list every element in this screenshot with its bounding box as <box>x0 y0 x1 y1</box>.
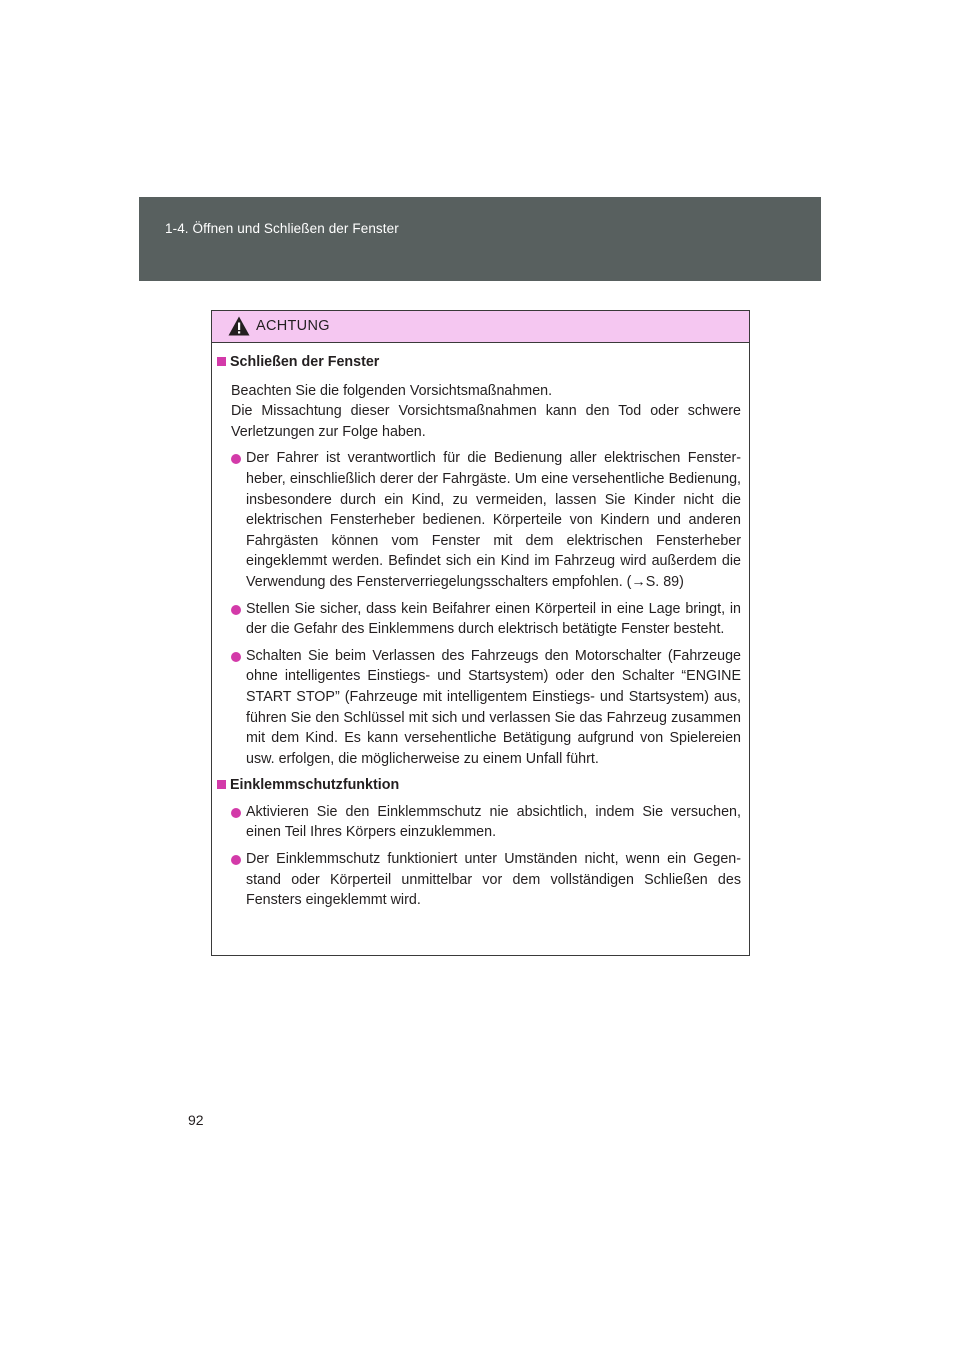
bullet-item <box>216 849 741 911</box>
warning-triangle-icon <box>228 316 250 336</box>
square-bullet-icon <box>217 357 226 366</box>
bullet-item <box>216 646 741 770</box>
section-heading-pinch-protection <box>216 775 741 796</box>
section-title: 1-4. Öffnen und Schließen der Fenster <box>165 221 399 236</box>
section-heading-text: Schließen der Fenster <box>230 354 380 370</box>
round-bullet-icon <box>231 454 241 464</box>
warning-box <box>211 310 750 956</box>
bullet-text: Schalten Sie beim Verlassen des Fahrzeugs den Motorschalter (Fahrzeuge ohne intelligentes Einstiegs- und Startsystem) oder den Schalter “ENGINE START STOP” (Fahrzeuge mit intelligentem Einstiegs- und Startsystem) aus, führen Sie den Schlüssel mit sich und verlassen Sie das Fahrzeug zusammen mit dem Kind. Es kann versehentliche Betätigung aufgrund von Spielereien usw. erfolgen, die möglicherweise zu einem Unfall führt. <box>246 647 741 767</box>
bullet-item <box>216 448 741 592</box>
bullet-item <box>216 599 741 640</box>
intro-text <box>216 381 741 443</box>
bullet-text: Der Einklemmschutz funktioniert unter Umständen nicht, wenn ein Gegenstand oder Körperteil unmittelbar vor dem vollständigen Schließen des Fensters eingeklemmt wird. <box>246 851 741 909</box>
section-heading-text: Einklemmschutzfunktion <box>230 777 400 794</box>
bullet-text: Stellen Sie sicher, dass kein Beifahrer einen Körperteil in eine Lage bringt, in der die Gefahr des Einklemmens durch elektrisch betätigte Fenster besteht. <box>246 600 741 638</box>
section-heading-closing-windows <box>216 352 741 373</box>
round-bullet-icon <box>231 808 241 818</box>
bullet-item <box>216 802 741 843</box>
bullet-text: Der Fahrer ist verantwortlich für die Bedienung aller elektrischen Fensterheber, einschließlich derer der Fahrgäste. Um eine versehentliche Bedienung, insbesondere durch ein Kind, zu vermeiden, lassen Sie Kinder nicht die elektrischen Fensterheber bedienen. Körperteile von Kindern und anderen Fahrgästen können vom Fenster mit dem elektrischen Fensterheber eingeklemmt werden. Befindet sich ein Kind im Fahrzeug wird außerdem die Verwendung des Fensterverriegelungsschalters empfohlen. (→S. 89) <box>246 450 741 590</box>
round-bullet-icon <box>231 652 241 662</box>
warning-label: ACHTUNG <box>256 318 330 334</box>
intro-line: Die Missachtung dieser Vorsichtsmaßnahmen kann den Tod oder schwere Verletzungen zur Folge haben. <box>231 403 741 440</box>
bullet-text: Aktivieren Sie den Einklemmschutz nie absichtlich, indem Sie versuchen, einen Teil Ihres Körpers einzuklemmen. <box>246 803 741 841</box>
section-header-band <box>139 197 821 281</box>
round-bullet-icon <box>231 855 241 865</box>
square-bullet-icon <box>217 780 226 789</box>
warning-body <box>212 343 749 911</box>
warning-header <box>212 311 749 343</box>
page-number: 92 <box>188 1112 204 1128</box>
round-bullet-icon <box>231 605 241 615</box>
intro-line: Beachten Sie die folgenden Vorsichtsmaßnahmen. <box>231 382 553 399</box>
